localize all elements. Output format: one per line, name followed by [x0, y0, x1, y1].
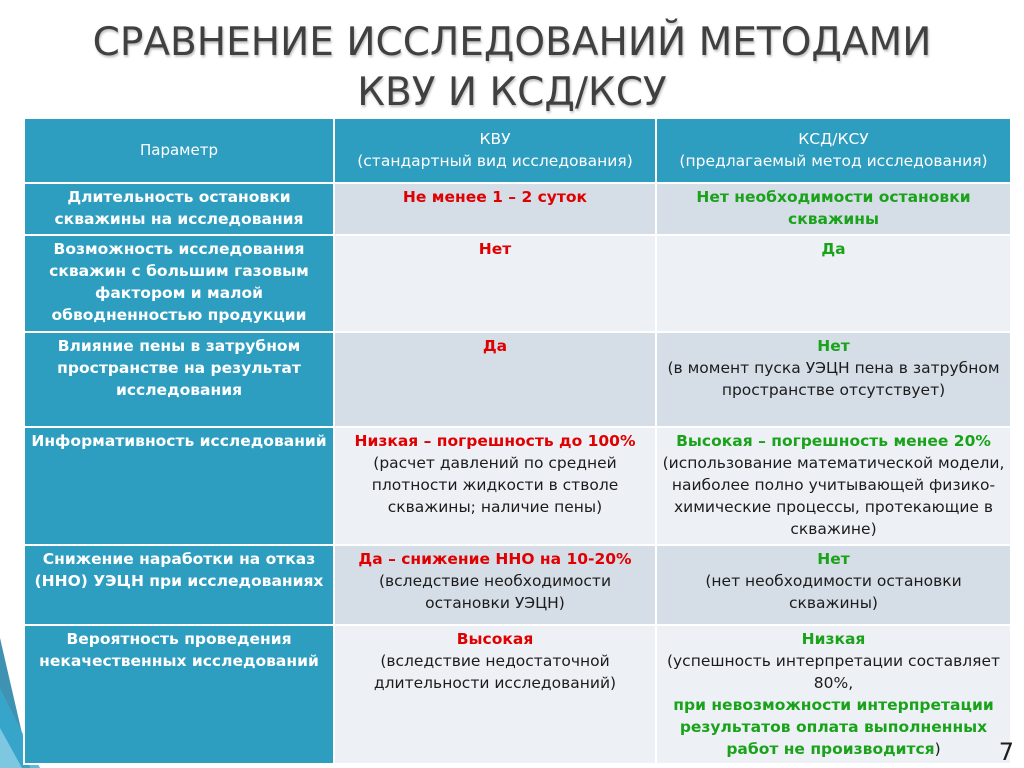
kvu-value: Да: [482, 337, 508, 355]
kvu-value: Нет: [478, 240, 512, 258]
row-kvu-cell: [334, 183, 656, 235]
row-kvu-cell: [334, 332, 656, 427]
ksd-note: (нет необходимости остановки скважины): [705, 572, 962, 612]
comparison-table: [23, 117, 1012, 765]
row-kvu-cell: [334, 545, 656, 625]
slide-title-line-1: СРАВНЕНИЕ ИССЛЕДОВАНИЙ МЕТОДАМИ: [92, 20, 932, 65]
ksd-note: (успешность интерпретации составляет 80%,: [666, 652, 1001, 692]
header-kvu: [334, 118, 656, 183]
row-ksd-cell: [656, 427, 1011, 545]
row-param: Длительность остановки скважины на исследования: [24, 183, 334, 235]
row-ksd-cell: [656, 332, 1011, 427]
kvu-note: (вследствие недостаточной длительности исследований): [373, 652, 617, 692]
row-ksd-cell: [656, 183, 1011, 235]
kvu-value: Да – снижение ННО на 10-20%: [358, 550, 632, 568]
page-number: 7: [998, 738, 1014, 766]
kvu-value: Высокая: [456, 630, 534, 648]
ksd-value: Высокая – погрешность менее 20%: [676, 432, 991, 450]
kvu-value: Низкая – погрешность до 100%: [354, 432, 636, 450]
row-ksd-cell: [656, 545, 1011, 625]
table-row: [24, 625, 1011, 764]
header-ksd-subtitle: (предлагаемый метод исследования): [679, 152, 988, 170]
row-kvu-cell: [334, 235, 656, 332]
table-row: [24, 427, 1011, 545]
kvu-note: (расчет давлений по средней плотности жидкости в стволе скважины; наличие пены): [371, 454, 619, 516]
ksd-value: Нет необходимости остановки скважины: [696, 188, 971, 228]
table-row: [24, 183, 1011, 235]
row-param: Вероятность проведения некачественных исследований: [24, 625, 334, 764]
table-row: [24, 545, 1011, 625]
row-kvu-cell: [334, 625, 656, 764]
row-param: Информативность исследований: [24, 427, 334, 545]
ksd-note-bold: при невозможности интерпретации результатов оплата выполненных работ не производится: [673, 696, 994, 758]
row-ksd-cell: [656, 625, 1011, 764]
ksd-value: Нет: [817, 337, 850, 355]
row-param: Возможность исследования скважин с большим газовым фактором и малой обводненностью продукции: [24, 235, 334, 332]
kvu-value: Не менее 1 – 2 суток: [402, 188, 588, 206]
row-kvu-cell: [334, 427, 656, 545]
table-row: [24, 235, 1011, 332]
ksd-note: (использование математической модели, наиболее полно учитывающей физико-химические процессы, протекающие в скважине): [662, 454, 1005, 538]
header-kvu-subtitle: (стандартный вид исследования): [357, 152, 633, 170]
header-kvu-title: КВУ: [479, 130, 511, 148]
row-ksd-cell: [656, 235, 1011, 332]
table-row: [24, 332, 1011, 427]
header-ksd: [656, 118, 1011, 183]
table-header-row: [24, 118, 1011, 183]
header-ksd-title: КСД/КСУ: [798, 130, 869, 148]
row-param: Влияние пены в затрубном пространстве на результат исследования: [24, 332, 334, 427]
header-param: Параметр: [24, 118, 334, 183]
ksd-value: Нет: [817, 550, 850, 568]
ksd-note-end: ): [934, 740, 941, 758]
row-param: Снижение наработки на отказ (ННО) УЭЦН при исследованиях: [24, 545, 334, 625]
ksd-note: (в момент пуска УЭЦН пена в затрубном пространстве отсутствует): [667, 359, 1000, 399]
ksd-value: Да: [821, 240, 846, 258]
slide-title: [0, 18, 1024, 118]
kvu-note: (вследствие необходимости остановки УЭЦН): [378, 572, 612, 612]
ksd-value: Низкая: [801, 630, 866, 648]
slide-title-line-2: КВУ И КСД/КСУ: [357, 70, 667, 115]
